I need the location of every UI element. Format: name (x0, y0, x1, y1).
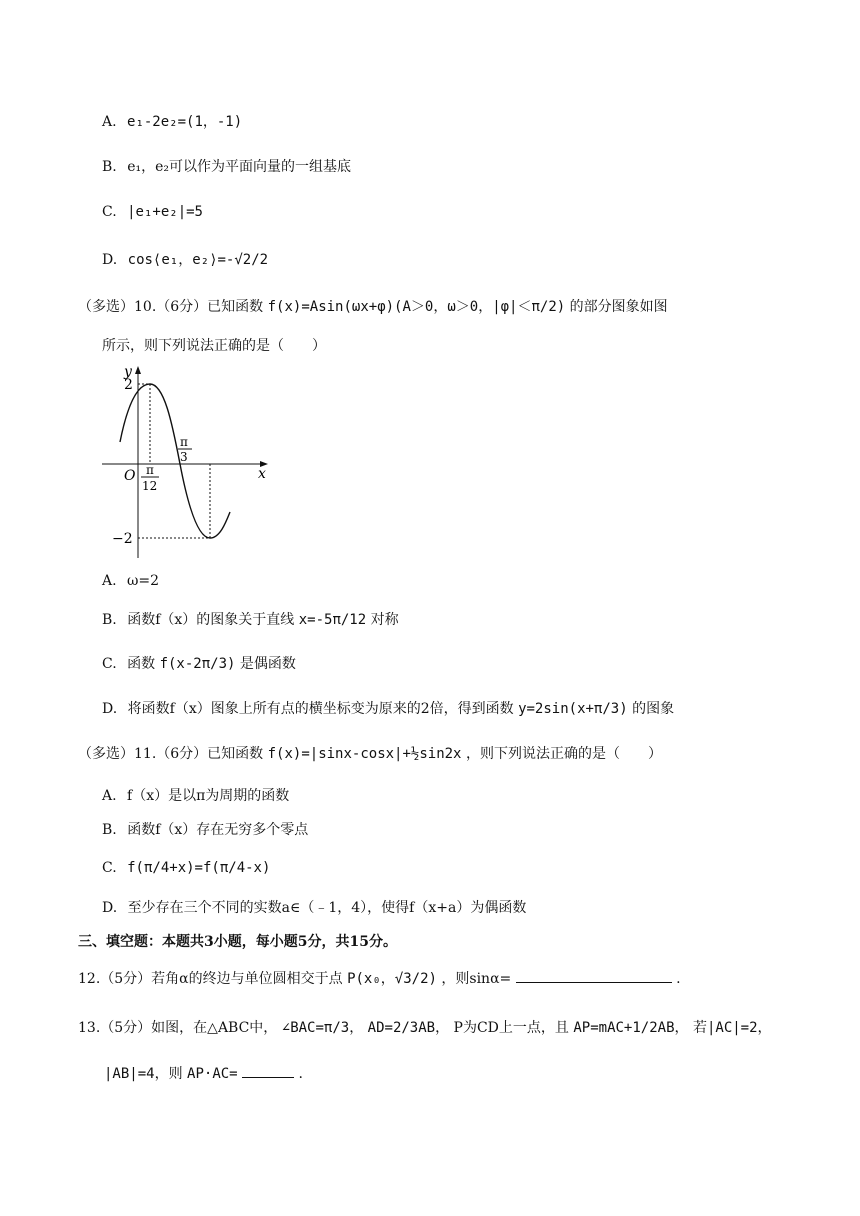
option-math: y=2sin(x+π/3) (518, 701, 628, 717)
option-label: C. (102, 204, 117, 220)
answer-blank[interactable] (242, 1063, 294, 1078)
option-text-pre: 函数f（x）的图象关于直线 (127, 612, 295, 628)
q11-option-b (102, 820, 308, 840)
q13-line2-mid: ，则 (154, 1066, 183, 1082)
option-text-post: 是偶函数 (239, 656, 296, 672)
q13-stem: 13.（5分）如图，在△ABC中， ∠BAC=π/3， AD=2/3AB， P为CD上一点，且 AP=mAC+1/2AB， 若|AC|=2， (78, 1020, 772, 1036)
q10-prefix: （多选）10.（6分）已知函数 (78, 299, 264, 315)
tick2-denominator: 3 (180, 450, 188, 464)
q12-point: P(x₀，√3/2) (347, 971, 437, 987)
option-text: f（x）是以π为周期的函数 (127, 788, 290, 804)
q9-option-a (102, 112, 242, 132)
option-text: e₁-2e₂=(1，-1) (127, 114, 243, 130)
q13-end: . (298, 1066, 303, 1082)
q10-suffix: 的部分图象如图 (569, 299, 668, 315)
q13-angle: ∠BAC=π/3 (281, 1020, 350, 1036)
option-text: cos⟨e₁，e₂⟩=-√2/2 (127, 252, 269, 268)
section-heading: 三、填空题：本题共3小题，每小题5分，共15分。 (78, 934, 397, 950)
q13-ap: AP=mAC+1/2AB (573, 1020, 675, 1036)
option-text: f(π/4+x)=f(π/4-x) (127, 860, 271, 876)
answer-blank[interactable] (516, 968, 672, 983)
option-label: D. (102, 900, 118, 916)
option-label: D. (102, 701, 118, 717)
option-text: e₁，e₂可以作为平面向量的一组基底 (127, 159, 351, 175)
option-text-post: 对称 (370, 612, 399, 628)
q13-stem-line2 (104, 1063, 303, 1084)
q12-end: . (676, 971, 681, 987)
option-label: C. (102, 656, 117, 672)
q9-option-d (102, 250, 268, 270)
q11-prefix: （多选）11.（6分）已知函数 (78, 746, 264, 762)
option-text: 函数f（x）存在无穷多个零点 (127, 822, 309, 838)
option-label: B. (102, 612, 117, 628)
q10-stem-line2: 所示，则下列说法正确的是（ ） (102, 338, 326, 354)
y-min-label: −2 (112, 531, 133, 547)
option-math: f(x-2π/3) (159, 656, 236, 672)
q10-option-a (102, 571, 159, 591)
q10-option-d (102, 699, 674, 719)
tick2-numerator: π (180, 435, 188, 449)
q10-option-c (102, 654, 296, 674)
q11-option-c (102, 858, 270, 878)
q9-option-b (102, 157, 351, 177)
q11-suffix: ，则下列说法正确的是（ ） (465, 746, 662, 762)
q11-stem (78, 744, 662, 764)
option-label: A. (102, 573, 117, 589)
option-label: A. (102, 114, 117, 130)
q13-ab: |AB|=4 (104, 1066, 155, 1082)
tick1-denominator: 12 (142, 479, 158, 493)
q12-prefix: 12.（5分）若角α的终边与单位圆相交于点 (78, 971, 343, 987)
sine-curve (120, 384, 230, 538)
option-text: ω=2 (127, 573, 160, 589)
option-label: A. (102, 788, 117, 804)
q13-ad: AD=2/3AB (367, 1020, 436, 1036)
q13-ac: 若|AC|=2 (692, 1020, 758, 1036)
option-label: B. (102, 159, 117, 175)
q10-function-graph (98, 362, 278, 560)
q10-stem (78, 297, 668, 317)
option-text: |e₁+e₂|=5 (127, 204, 203, 220)
option-label: B. (102, 822, 117, 838)
option-label: C. (102, 860, 117, 876)
q10-formula: f(x)=Asin(ωx+φ)(A＞0，ω＞0，|φ|＜π/2) (267, 299, 566, 315)
x-axis-label: x (258, 466, 266, 482)
q11-option-d (102, 898, 526, 918)
option-text-pre: 函数 (127, 656, 156, 672)
q11-option-a (102, 786, 289, 806)
y-max-label: 2 (124, 377, 133, 393)
option-text: 至少存在三个不同的实数a∈（﹣1，4），使得f（x+a）为偶函数 (127, 900, 527, 916)
option-text-post: 的图象 (632, 701, 675, 717)
tick1-numerator: π (146, 463, 154, 477)
q12-stem (78, 968, 681, 989)
option-text-pre: 将函数f（x）图象上所有点的横坐标变为原来的2倍，得到函数 (127, 701, 514, 717)
q9-option-c (102, 202, 203, 222)
option-label: D. (102, 252, 118, 268)
q13-mid: P为CD上一点，且 (453, 1020, 569, 1036)
origin-label: O (124, 468, 136, 484)
y-axis-label: y (124, 364, 132, 380)
q13-dot: AP·AC= (187, 1066, 238, 1082)
q11-formula: f(x)=|sinx-cosx|+½sin2x (267, 746, 462, 762)
q10-option-b (102, 610, 399, 630)
q13-prefix: 13.（5分）如图，在△ABC中， (78, 1020, 278, 1036)
q12-suffix: ，则sinα= (441, 971, 512, 987)
option-math: x=-5π/12 (298, 612, 367, 628)
